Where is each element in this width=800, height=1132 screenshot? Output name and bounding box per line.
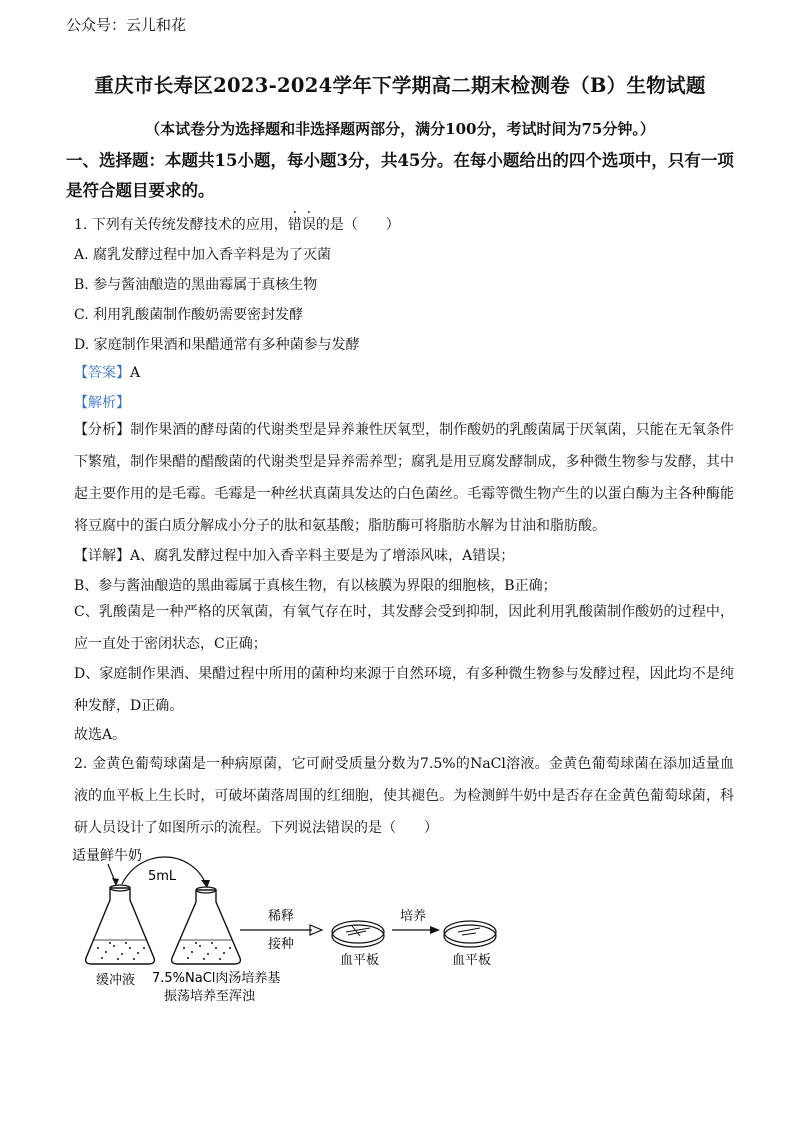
blood-plate-2 xyxy=(444,921,496,947)
q1-stem xyxy=(74,214,742,234)
buffer-label: 缓冲液 xyxy=(96,973,136,988)
blood-plate-1 xyxy=(332,921,384,947)
dilute-label: 稀释 xyxy=(268,909,295,924)
q1-xiangjie-c: C、乳酸菌是一种严格的厌氧菌，有氧气存在时，其发酵会受到抑制，因此利用乳酸菌制作酸奶的过程中，应一直处于密闭状态，C正确； xyxy=(74,604,734,652)
shake-label: 振荡培养至浑浊 xyxy=(164,989,256,1004)
plate-2-label: 血平板 xyxy=(452,953,492,968)
q1-option-c: C. 利用乳酸菌制作酸奶需要密封发酵 xyxy=(74,307,304,323)
emphasis-dot-char: 误 xyxy=(301,217,316,233)
culture-arrow-head xyxy=(430,926,440,934)
flask-buffer xyxy=(86,885,155,964)
q1-option-a: A. 腐乳发酵过程中加入香辛料是为了灭菌 xyxy=(74,247,332,263)
culture-label: 培养 xyxy=(400,909,427,924)
exam-note: （本试卷分为选择题和非选择题两部分，满分100分，考试时间为75分钟。） xyxy=(145,120,655,138)
flask-nacl-broth xyxy=(172,887,241,964)
q1-option-b: B. 参与酱油酿造的黑曲霉属于真核生物 xyxy=(74,277,318,293)
emphasis-dot-char: 错 xyxy=(287,217,302,233)
fenxi-tag: 【分析】 xyxy=(74,422,131,438)
q1-conclusion: 故选A。 xyxy=(74,727,127,743)
answer-value: A xyxy=(130,365,141,381)
xiangjie-a-text: A、腐乳发酵过程中加入香辛料主要是为了增添风味，A错误； xyxy=(130,548,515,564)
answer-tag: 【答案】 xyxy=(74,365,130,381)
plate-1-label: 血平板 xyxy=(340,953,380,968)
fenxi-text: 制作果酒的酵母菌的代谢类型是异养兼性厌氧型，制作酸奶的乳酸菌属于厌氧菌，只能在无氧条件下繁殖，制作果醋的醋酸菌的代谢类型是异养需养型；腐乳是用豆腐发酵制成，多种微生物参与发酵，其中起主要作用的是毛霉。毛霉是一种丝状真菌具发达的白色菌丝。毛霉等微生物产生的以蛋白酶为主各种酶能将豆腐中的蛋白质分解成小分子的肽和氨基酸；脂肪酶可将脂肪水解为甘油和脂肪酸。 xyxy=(74,422,735,534)
q1-xiangjie-d: D、家庭制作果酒、果醋过程中所用的菌种均来源于自然环境，有多种微生物参与发酵过程，因此均不是纯种发酵，D正确。 xyxy=(74,666,734,714)
volume-label: 5mL xyxy=(148,869,177,884)
analysis-tag: 【解析】 xyxy=(74,395,130,411)
q1-xiangjie-b: B、参与酱油酿造的黑曲霉属于真核生物，有以核膜为界限的细胞核，B正确； xyxy=(74,578,557,594)
buffer-particles xyxy=(97,942,145,960)
inoculate-label: 接种 xyxy=(268,937,295,952)
q1-stem-text: 的是（ ） xyxy=(315,217,400,233)
q1-xiangjie-a xyxy=(74,545,742,565)
page-title: 重庆市长寿区2023-2024学年下学期高二期末检测卷（B）生物试题 xyxy=(94,74,706,97)
medium-label: 7.5%NaCl肉汤培养基 xyxy=(152,971,281,986)
q1-answer xyxy=(74,362,742,382)
q1-option-d: D. 家庭制作果酒和果醋通常有多种菌参与发酵 xyxy=(74,337,360,353)
xiangjie-tag: 【详解】 xyxy=(74,548,130,564)
section-heading: 一、选择题：本题共15小题，每小题3分，共45分。在每小题给出的四个选项中，只有一项是符合题目要求的。 xyxy=(66,151,734,200)
experiment-flow-diagram xyxy=(60,840,520,1010)
milk-label: 适量鲜牛奶 xyxy=(72,848,142,864)
watermark: 公众号：云儿和花 xyxy=(66,16,187,34)
q2-stem: 2. 金黄色葡萄球菌是一种病原菌，它可耐受质量分数为7.5%的NaCl溶液。金黄色葡萄球菌在添加适量血液的血平板上生长时，可破坏菌落周围的红细胞，使其褪色。为检测鲜牛奶中是否存在金黄色葡萄球菌，科研人员设计了如图所示的流程。下列说法错误的是（ ） xyxy=(74,756,734,836)
q1-analysis-tag xyxy=(74,392,742,412)
q1-stem-text: 1. 下列有关传统发酵技术的应用， xyxy=(74,217,288,233)
q1-fenxi xyxy=(74,414,734,542)
broth-particles xyxy=(183,942,231,960)
